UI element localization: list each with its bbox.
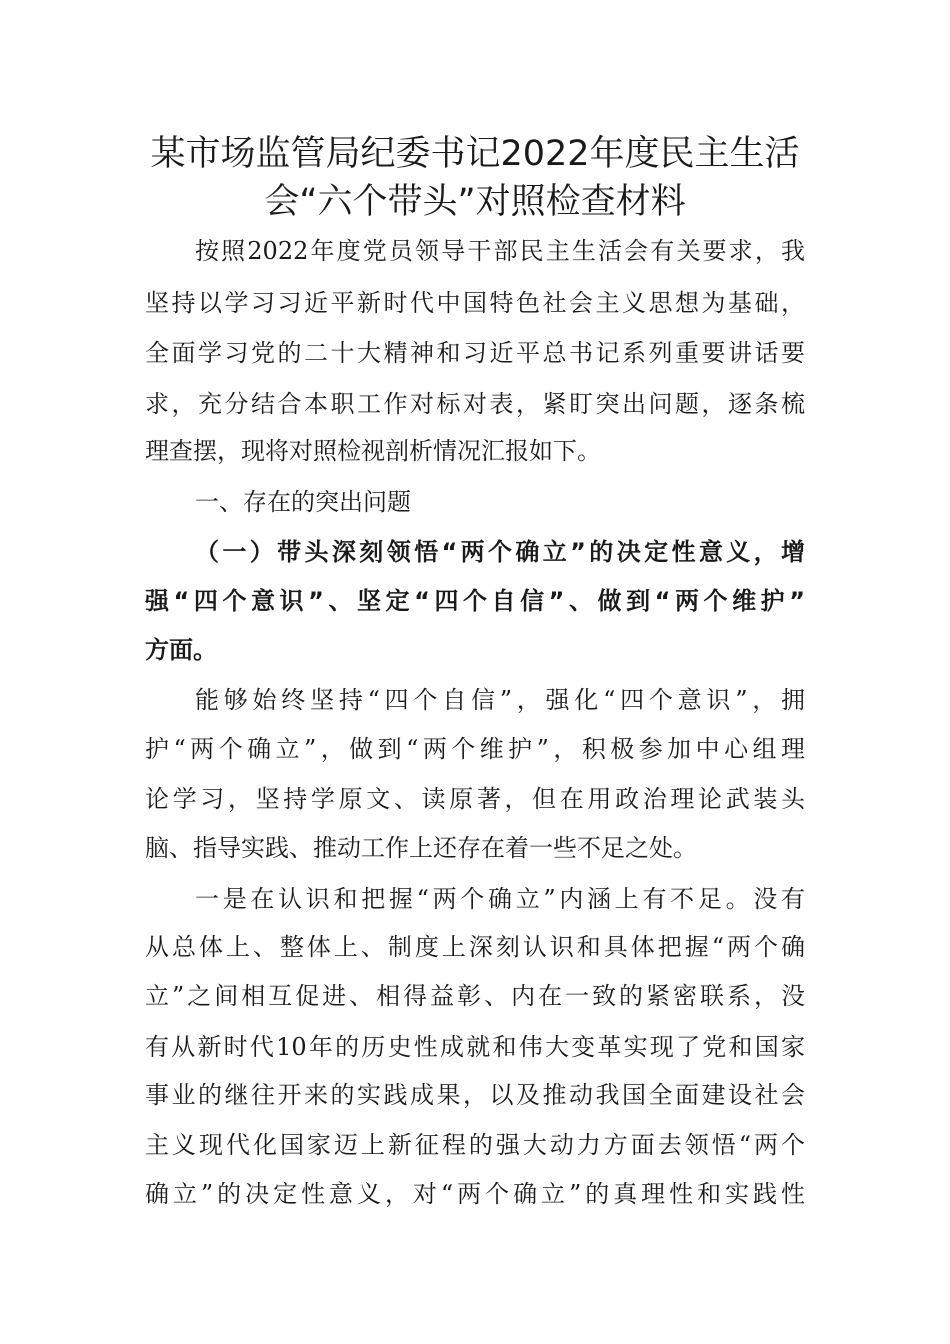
intro-line-5: 理查摆，现将对照检视剖析情况汇报如下。 bbox=[145, 437, 601, 465]
document-title-line-2: 会“六个带头”对照检查材料 bbox=[264, 182, 686, 222]
para2-line-1: 能够始终坚持“四个自信”，强化“四个意识”，拥 bbox=[195, 686, 805, 714]
subsection-line-2: 强“四个意识”、坚定“四个自信”、做到“两个维护” bbox=[145, 587, 805, 615]
para2-line-4: 脑、指导实践、推动工作上还存在着一些不足之处。 bbox=[145, 834, 697, 862]
para3-line-6: 主义现代化国家迈上新征程的强大动力方面去领悟“两个 bbox=[145, 1131, 805, 1159]
para3-line-7: 确立”的决定性意义，对“两个确立”的真理性和实践性 bbox=[145, 1180, 805, 1208]
para2-line-3: 论学习，坚持学原文、读原著，但在用政治理论武装头 bbox=[145, 785, 805, 813]
section-heading: 一、存在的突出问题 bbox=[195, 488, 411, 516]
para3-line-3: 立”之间相互促进、相得益彰、内在一致的紧密联系，没 bbox=[145, 982, 805, 1010]
intro-line-4: 求，充分结合本职工作对标对表，紧盯突出问题，逐条梳 bbox=[145, 390, 805, 418]
para3-line-1: 一是在认识和把握“两个确立”内涵上有不足。没有 bbox=[195, 885, 805, 913]
intro-line-1: 按照2022年度党员领导干部民主生活会有关要求，我 bbox=[195, 237, 805, 265]
subsection-line-3: 方面。 bbox=[145, 636, 217, 664]
subsection-line-1: （一）带头深刻领悟“两个确立”的决定性意义，增 bbox=[195, 538, 805, 566]
para3-line-2: 从总体上、整体上、制度上深刻认识和具体把握“两个确 bbox=[145, 933, 805, 961]
para2-line-2: 护“两个确立”，做到“两个维护”，积极参加中心组理 bbox=[145, 735, 805, 763]
intro-line-2: 坚持以学习习近平新时代中国特色社会主义思想为基础， bbox=[145, 289, 805, 317]
para3-line-4: 有从新时代10年的历史性成就和伟大变革实现了党和国家 bbox=[145, 1033, 805, 1061]
para3-line-5: 事业的继往开来的实践成果，以及推动我国全面建设社会 bbox=[145, 1081, 805, 1109]
intro-line-3: 全面学习党的二十大精神和习近平总书记系列重要讲话要 bbox=[145, 339, 805, 367]
document-title-line-1: 某市场监管局纪委书记2022年度民主生活 bbox=[150, 134, 800, 174]
